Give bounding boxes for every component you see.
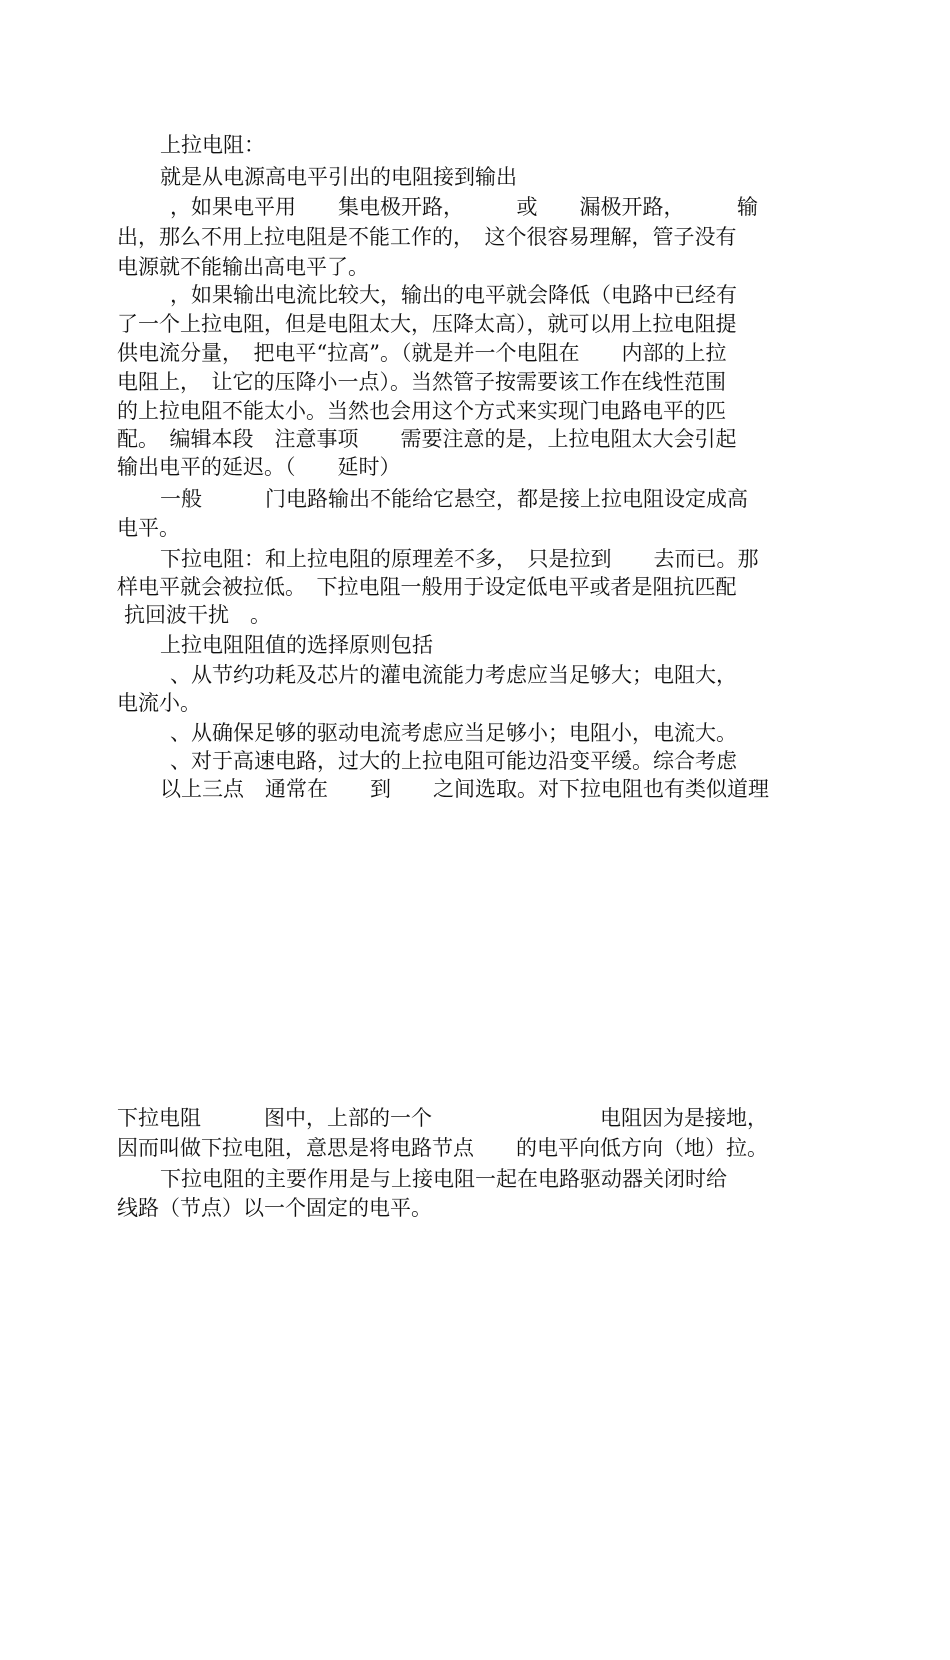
text-line: 配。 编辑本段 注意事项 需要注意的是，上拉电阻太大会引起	[117, 427, 737, 451]
text-line: 电流小。	[117, 691, 201, 715]
text-line: 电源就不能输出高电平了。	[117, 255, 369, 279]
text-line: 输出电平的延迟。（ 延时）	[117, 455, 401, 479]
text-line: 了一个上拉电阻，但是电阻太大，压降太高），就可以用上拉电阻提	[117, 312, 737, 336]
text-line: 、从确保足够的驱动电流考虑应当足够小；电阻小，电流大。	[170, 721, 737, 745]
text-line: 一般 门电路输出不能给它悬空，都是接上拉电阻设定成高	[160, 487, 748, 511]
text-line: 上拉电阻阻值的选择原则包括	[160, 633, 433, 657]
text-line: 下拉电阻：和上拉电阻的原理差不多， 只是拉到 去而已。那	[160, 547, 759, 571]
text-line: 供电流分量， 把电平“拉高”。（就是并一个电阻在 内部的上拉	[117, 341, 727, 365]
text-line: ，如果电平用 集电极开路， 或 漏极开路， 输	[170, 195, 758, 219]
text-line: 电阻上， 让它的压降小一点）。当然管子按需要该工作在线性范围	[117, 370, 726, 394]
text-line: 出，那么不用上拉电阻是不能工作的， 这个很容易理解，管子没有	[117, 225, 737, 249]
text-line: 下拉电阻 图中，上部的一个 电阻因为是接地，	[117, 1106, 768, 1130]
text-line: 抗回波干扰 。	[124, 603, 271, 627]
text-line: 电平。	[117, 516, 180, 540]
text-line: 就是从电源高电平引出的电阻接到输出	[160, 165, 517, 189]
text-line: 线路（节点）以一个固定的电平。	[117, 1196, 432, 1220]
text-line: ，如果输出电流比较大，输出的电平就会降低（电路中已经有	[170, 283, 737, 307]
text-line: 、从节约功耗及芯片的灌电流能力考虑应当足够大；电阻大，	[170, 663, 737, 687]
text-line: 、对于高速电路，过大的上拉电阻可能边沿变平缓。综合考虑	[170, 749, 737, 773]
text-line: 以上三点 通常在 到 之间选取。对下拉电阻也有类似道理	[160, 777, 769, 801]
text-line: 样电平就会被拉低。 下拉电阻一般用于设定低电平或者是阻抗匹配	[117, 575, 737, 599]
text-line: 下拉电阻的主要作用是与上接电阻一起在电路驱动器关闭时给	[160, 1167, 727, 1191]
text-line: 的上拉电阻不能太小。当然也会用这个方式来实现门电路电平的匹	[117, 399, 726, 423]
text-line: 因而叫做下拉电阻，意思是将电路节点 的电平向低方向（地）拉。	[117, 1136, 768, 1160]
heading-pull-up-resistor: 上拉电阻：	[160, 133, 265, 157]
